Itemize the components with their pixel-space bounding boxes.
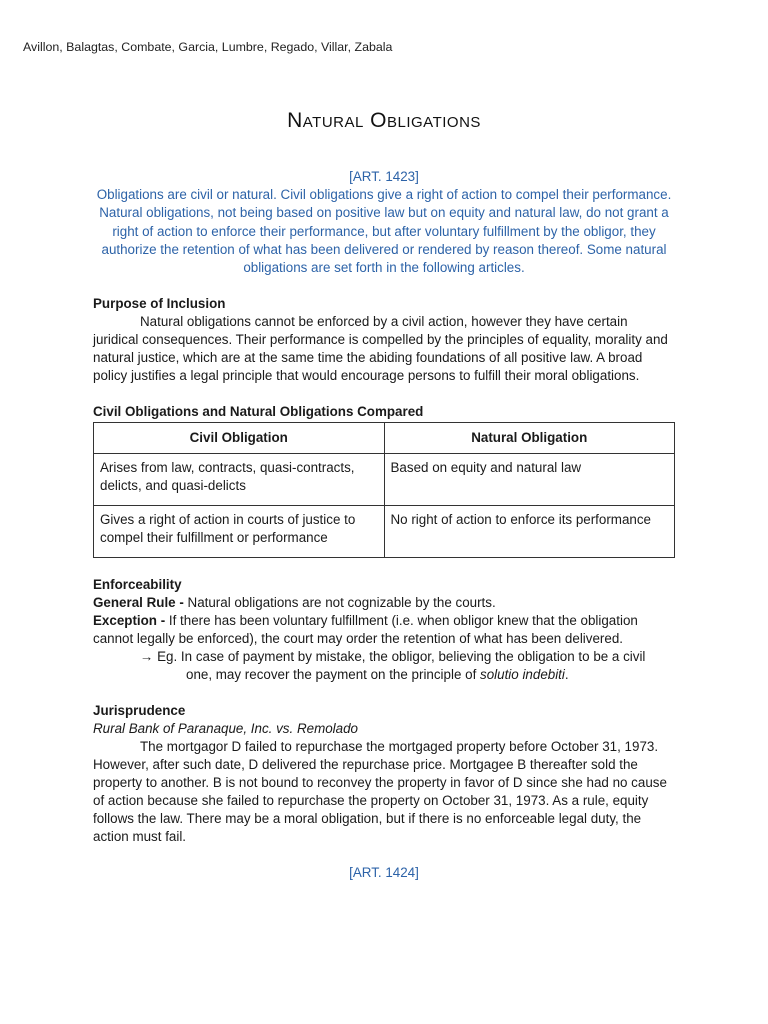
document-header-authors: Avillon, Balagtas, Combate, Garcia, Lumbre, Regado, Villar, Zabala bbox=[23, 40, 393, 54]
table-cell: Based on equity and natural law bbox=[384, 454, 675, 506]
jurisprudence-heading: Jurisprudence bbox=[93, 703, 186, 719]
table-cell: No right of action to enforce its performance bbox=[384, 506, 675, 558]
document-body bbox=[93, 168, 675, 882]
page-title: Natural Obligations bbox=[287, 109, 481, 132]
purpose-text: Natural obligations cannot be enforced by a civil action, however they have certain juridical consequences. Their performance is compelled by the principles of equality, morality and natural justice, which are at the same time the abiding foundations of all positive law. A broad policy justifies a legal principle that would encourage persons to fulfill their moral obligations. bbox=[93, 314, 668, 384]
comparison-table bbox=[93, 422, 675, 558]
example-end: . bbox=[564, 667, 569, 683]
example-term: solutio indebiti bbox=[480, 667, 565, 683]
table-row bbox=[94, 506, 675, 558]
article-1423-text: Obligations are civil or natural. Civil obligations give a right of action to compel their performance. Natural obligations, not being based on positive law but on equity and natural law, do not grant a right of action to enforce their performance, but after voluntary fulfillment by the obligor, they authorize the retention of what has been delivered or rendered by reason thereof. Some natural obligations are set forth in the following articles. bbox=[96, 187, 672, 276]
article-1424-label: [ART. 1424] bbox=[349, 865, 419, 881]
jurisprudence-section bbox=[93, 702, 675, 846]
enforceability-section bbox=[93, 576, 675, 684]
table-row bbox=[94, 454, 675, 506]
general-rule bbox=[93, 594, 675, 612]
case-title: Rural Bank of Paranaque, Inc. vs. Remolado bbox=[93, 721, 358, 737]
article-1423 bbox=[93, 168, 675, 277]
example-line-2 bbox=[93, 666, 675, 684]
comparison-heading: Civil Obligations and Natural Obligations Compared bbox=[93, 404, 424, 420]
exception-text: If there has been voluntary fulfillment (i.e. when obligor knew that the obligation cannot legally be enforced), the court may order the retention of what has been delivered. bbox=[93, 613, 638, 647]
article-1423-label: [ART. 1423] bbox=[349, 169, 419, 184]
enforceability-heading: Enforceability bbox=[93, 577, 182, 593]
table-cell: Arises from law, contracts, quasi-contracts, delicts, and quasi-delicts bbox=[94, 454, 385, 506]
general-rule-label: General Rule - bbox=[93, 595, 184, 611]
column-header-natural: Natural Obligation bbox=[384, 423, 675, 454]
table-header-row bbox=[94, 423, 675, 454]
article-1424 bbox=[93, 864, 675, 882]
exception bbox=[93, 612, 675, 648]
table-cell: Gives a right of action in courts of justice to compel their fulfillment or performance bbox=[94, 506, 385, 558]
column-header-civil: Civil Obligation bbox=[94, 423, 385, 454]
example-line-1: → Eg. In case of payment by mistake, the obligor, believing the obligation to be a civil bbox=[140, 649, 646, 665]
purpose-heading: Purpose of Inclusion bbox=[93, 296, 226, 312]
purpose-section bbox=[93, 295, 675, 385]
comparison-section bbox=[93, 403, 675, 558]
exception-label: Exception - bbox=[93, 613, 166, 629]
general-rule-text: Natural obligations are not cognizable by the courts. bbox=[183, 595, 496, 611]
example-line-2-text: one, may recover the payment on the principle of bbox=[186, 667, 481, 683]
case-text: The mortgagor D failed to repurchase the mortgaged property before October 31, 1973. However, after such date, D delivered the repurchase price. Mortgagee B thereafter sold the property to another. B is not bound to reconvey the property in favor of D since she had no cause of action because she failed to repurchase the property on October 31, 1973. As a rule, equity follows the law. There may be a moral obligation, but if there is no enforceable legal duty, the action must fail. bbox=[93, 739, 667, 845]
